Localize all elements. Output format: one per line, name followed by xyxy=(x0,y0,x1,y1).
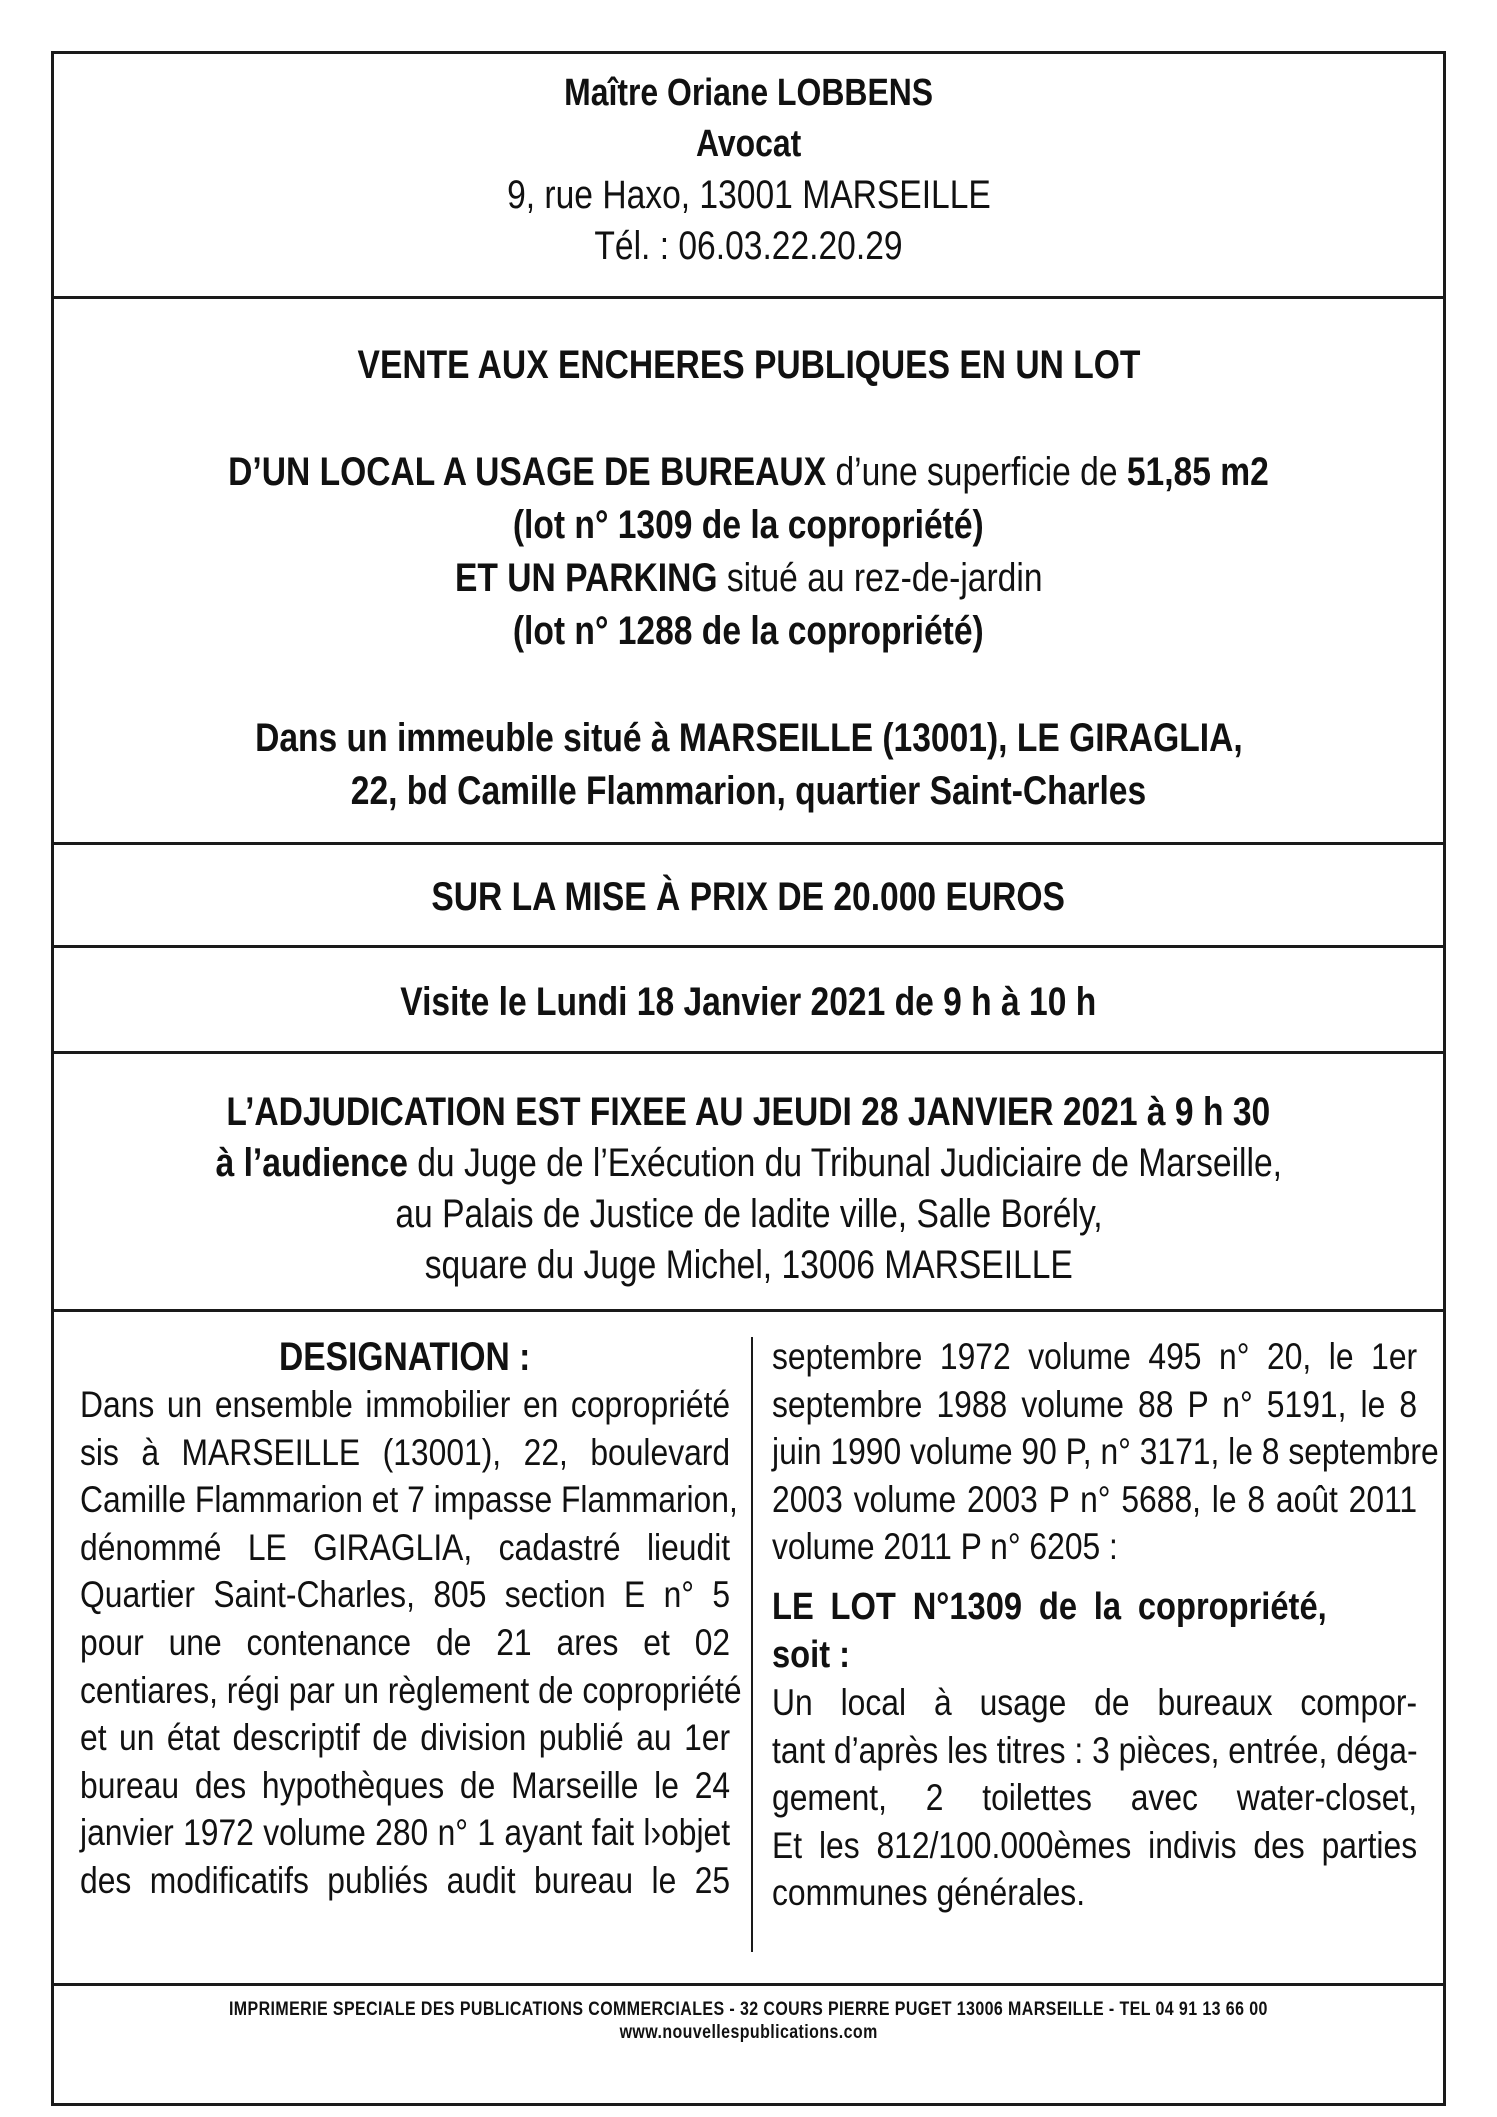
visit-section xyxy=(54,948,1443,1054)
left-line-text: des modificatifs publiés audit bureau le 25 xyxy=(80,1859,731,1901)
left-line xyxy=(80,1667,742,1715)
right-line xyxy=(772,1476,1417,1524)
lot-title: LE LOT N°1309 de la copropriété, soit : xyxy=(772,1585,1327,1676)
left-line xyxy=(80,1714,730,1762)
sale-item2-lot: (lot n° 1288 de la copropriété) xyxy=(513,609,984,653)
visit-date: Visite le Lundi 18 Janvier 2021 de 9 h à 10 h xyxy=(400,980,1097,1024)
notice-frame xyxy=(51,51,1446,2106)
lawyer-title: Avocat xyxy=(695,123,802,165)
left-line xyxy=(80,1809,730,1857)
sale-item1-area: 51,85 m2 xyxy=(1126,450,1269,494)
adjudication-court-bold: à l’audience xyxy=(215,1141,408,1185)
sale-location-line2: 22, bd Camille Flammarion, quartier Saint-Charles xyxy=(350,769,1147,813)
lot-description-lines xyxy=(772,1679,1417,1917)
lot-line-text: communes générales. xyxy=(772,1872,1086,1914)
left-line-text: janvier 1972 volume 280 n° 1 ayant fait l›objet xyxy=(80,1812,731,1854)
left-line-text: bureau des hypothèques de Marseille le 24 xyxy=(80,1764,731,1806)
left-line-text: Dans un ensemble immobilier en copropriété xyxy=(80,1384,731,1425)
adjudication-date: L’ADJUDICATION EST FIXEE AU JEUDI 28 JANVIER 2021 à 9 h 30 xyxy=(226,1090,1271,1134)
left-line xyxy=(80,1524,730,1572)
right-line xyxy=(772,1381,1417,1429)
designation-title: DESIGNATION : xyxy=(279,1335,531,1379)
adjudication-venue: au Palais de Justice de ladite ville, Salle Borély, xyxy=(394,1192,1103,1236)
designation-right-column xyxy=(772,1333,1439,1917)
lot-line xyxy=(772,1774,1417,1822)
left-line xyxy=(80,1762,730,1810)
printer-footer xyxy=(54,1986,1443,2106)
right-line-text: juin 1990 volume 90 P, n° 3171, le 8 septembre xyxy=(772,1431,1439,1473)
left-line-text: Quartier Saint-Charles, 805 section E n° 5 xyxy=(80,1574,731,1616)
adjudication-section xyxy=(54,1054,1443,1312)
right-line xyxy=(772,1523,1417,1571)
lawyer-name: Maître Oriane LOBBENS xyxy=(564,72,933,114)
column-divider xyxy=(751,1337,753,1952)
left-line-text: et un état descriptif de division publié au 1er xyxy=(80,1717,731,1759)
designation-right-lines xyxy=(772,1333,1439,1571)
right-line-text: 2003 volume 2003 P n° 5688, le 8 août 2011 xyxy=(772,1478,1418,1520)
lawyer-phone: Tél. : 06.03.22.20.29 xyxy=(594,224,903,268)
right-line-text: septembre 1988 volume 88 P n° 5191, le 8 xyxy=(772,1383,1418,1425)
sale-item2-bold: ET UN PARKING xyxy=(454,556,718,600)
adjudication-address: square du Juge Michel, 13006 MARSEILLE xyxy=(424,1243,1073,1287)
left-line xyxy=(80,1571,730,1619)
sale-item2 xyxy=(455,552,1043,605)
sale-section xyxy=(54,299,1443,845)
left-line-text: Camille Flammarion et 7 impasse Flammarion, xyxy=(80,1479,738,1521)
adjudication-court xyxy=(215,1138,1281,1189)
price-section xyxy=(54,845,1443,948)
adjudication-court-text: du Juge de l’Exécution du Tribunal Judiciaire de Marseille, xyxy=(407,1141,1282,1185)
sale-item2-text: situé au rez-de-jardin xyxy=(717,556,1043,600)
lot-line-text: gement, 2 toilettes avec water-closet, xyxy=(772,1777,1418,1819)
left-line xyxy=(80,1619,730,1667)
designation-left-lines xyxy=(80,1381,742,1905)
left-line xyxy=(80,1429,730,1477)
right-line-text: volume 2011 P n° 6205 : xyxy=(772,1526,1118,1568)
lot-line-text: tant d’après les titres : 3 pièces, entrée, déga- xyxy=(772,1729,1418,1771)
printer-website: www.nouvellespublications.com xyxy=(619,2022,878,2043)
left-line-text: pour une contenance de 21 ares et 02 xyxy=(80,1621,731,1663)
lawyer-address: 9, rue Haxo, 13001 MARSEILLE xyxy=(506,173,991,217)
left-line xyxy=(80,1476,738,1524)
lot-line xyxy=(772,1727,1417,1775)
sale-location-line1: Dans un immeuble situé à MARSEILLE (13001), LE GIRAGLIA, xyxy=(254,716,1243,760)
lot-line xyxy=(772,1869,1417,1917)
left-line-text: sis à MARSEILLE (13001), 22, boulevard xyxy=(80,1431,731,1473)
left-line xyxy=(80,1857,730,1905)
lot-line-text: Et les 812/100.000èmes indivis des parties xyxy=(772,1824,1418,1866)
printer-address: IMPRIMERIE SPECIALE DES PUBLICATIONS COMMERCIALES - 32 COURS PIERRE PUGET 13006 MARSEILLE - TEL 04 91 13 66 00 xyxy=(229,1999,1268,2020)
sale-item1-text: d’une superficie de xyxy=(826,450,1127,494)
lot-line-text: Un local à usage de bureaux compor- xyxy=(772,1681,1418,1723)
lot-line xyxy=(772,1679,1417,1727)
designation-left-column xyxy=(80,1333,742,1905)
right-line xyxy=(772,1428,1439,1476)
lot-line xyxy=(772,1822,1417,1870)
sale-item1 xyxy=(228,446,1269,499)
left-line-text: dénommé LE GIRAGLIA, cadastré lieudit xyxy=(80,1526,731,1568)
sale-item1-lot: (lot n° 1309 de la copropriété) xyxy=(513,503,984,547)
reserve-price: SUR LA MISE À PRIX DE 20.000 EUROS xyxy=(431,875,1066,919)
left-line xyxy=(80,1381,730,1429)
right-line-text: septembre 1972 volume 495 n° 20, le 1er xyxy=(772,1336,1418,1377)
lawyer-header xyxy=(54,54,1443,299)
left-line-text: centiares, régi par un règlement de copropriété xyxy=(80,1669,742,1711)
right-line xyxy=(772,1333,1417,1381)
sale-item1-bold: D’UN LOCAL A USAGE DE BUREAUX xyxy=(228,450,827,494)
sale-heading: VENTE AUX ENCHERES PUBLIQUES EN UN LOT xyxy=(357,343,1140,387)
designation-section xyxy=(54,1312,1443,1986)
